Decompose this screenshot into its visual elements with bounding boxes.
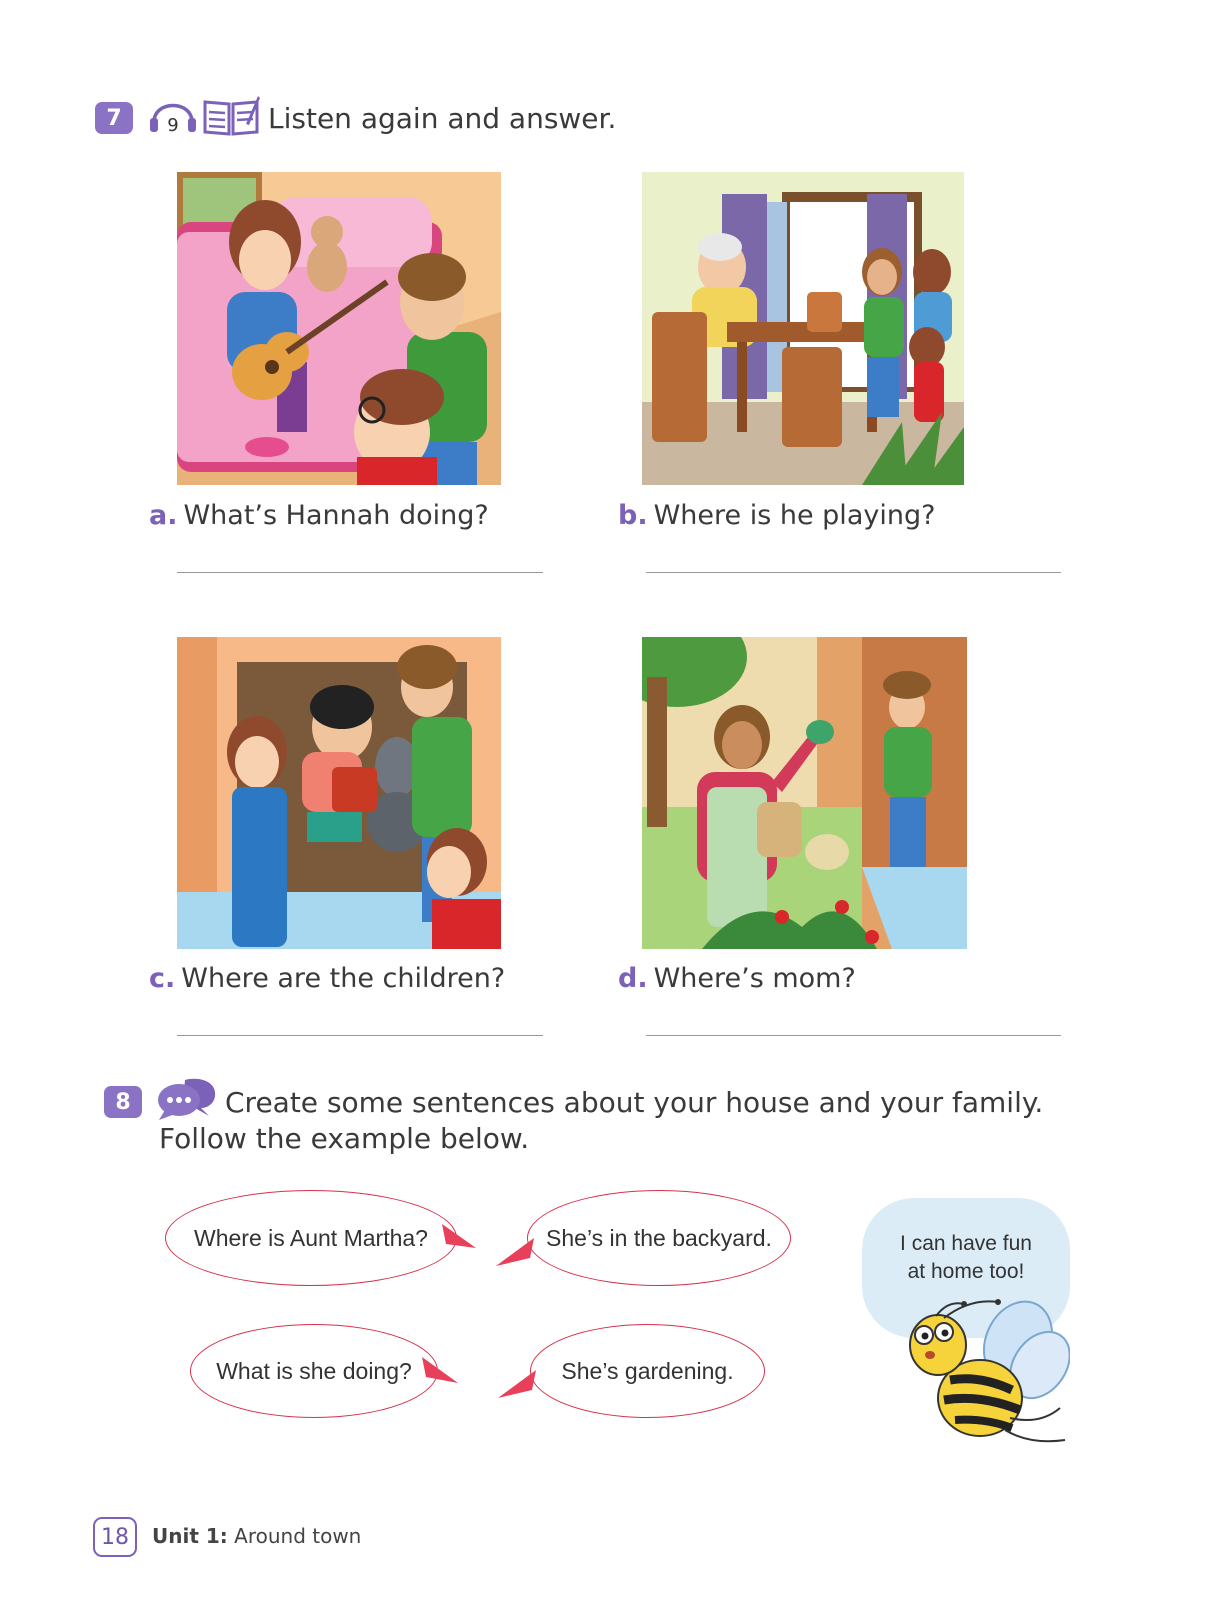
question-a [149,500,489,531]
bubble-tail-left-2 [496,1368,538,1400]
unit-footer [152,1524,361,1548]
question-d [618,963,856,994]
bee-mascot-illustration [900,1290,1070,1450]
question-c-letter: c. [149,963,176,994]
exercise-7-number: 7 [95,102,133,134]
exercise-7-instruction: Listen again and answer. [268,102,617,135]
illustration-hannah-guitar [177,172,501,485]
audio-track-number: 9 [167,115,179,134]
answer-line-a[interactable] [177,572,543,573]
bee-speech-line2: at home too! [907,1260,1025,1283]
question-a-letter: a. [149,500,178,531]
speech-bubbles-icon [155,1076,219,1122]
question-b-letter: b. [618,500,648,531]
unit-label: Unit 1: [152,1524,228,1548]
exercise-8-number: 8 [104,1086,142,1118]
question-b [618,500,935,531]
unit-title: Around town [234,1524,362,1548]
question-d-letter: d. [618,963,648,994]
bubble-tail-right-1 [440,1222,480,1252]
dialogue-answer-1: She’s in the backyard. [527,1190,791,1286]
bubble-tail-left-1 [494,1236,536,1268]
answer-line-c[interactable] [177,1035,543,1036]
exercise-8-instruction-line2: Follow the example below. [159,1122,530,1155]
bubble-tail-right-2 [420,1355,460,1385]
question-b-text: Where is he playing? [653,500,936,531]
bee-speech-line1: I can have fun [900,1232,1032,1255]
illustration-grandpa-cards [642,172,964,485]
question-c-text: Where are the children? [181,963,506,994]
dialogue-question-1: Where is Aunt Martha? [165,1190,457,1286]
answer-line-b[interactable] [646,572,1061,573]
dialogue-answer-2: She’s gardening. [530,1324,765,1418]
answer-line-d[interactable] [646,1035,1061,1036]
headphones-icon [148,92,198,134]
exercise-8-instruction-line1: Create some sentences about your house and your family. [225,1086,1044,1119]
question-d-text: Where’s mom? [653,963,856,994]
dialogue-question-2: What is she doing? [190,1324,438,1418]
illustration-mom-gardening [642,637,967,949]
question-c [149,963,505,994]
question-a-text: What’s Hannah doing? [183,500,489,531]
book-icon [202,94,260,136]
illustration-children-closet [177,637,501,949]
page-number: 18 [93,1517,137,1557]
